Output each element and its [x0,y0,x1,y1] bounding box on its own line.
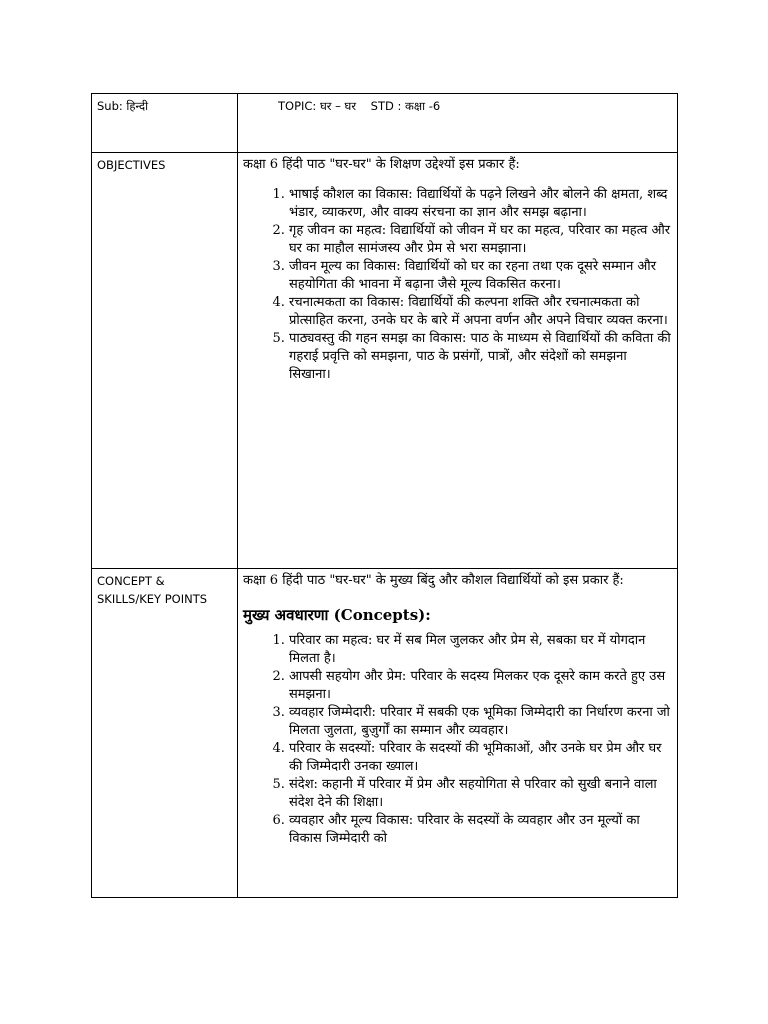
list-item: 4. परिवार के सदस्यों: परिवार के सदस्यों की भूमिकाओं, और उनके घर प्रेम और घर की जिम्मेदारी उनका ख्याल। [289,740,672,776]
objectives-label: OBJECTIVES [92,153,238,569]
concepts-intro: कक्षा 6 हिंदी पाठ "घर-घर" के मुख्य बिंदु और कौशल विद्यार्थियों को इस प्रकार हैं: [243,573,624,588]
concepts-heading: मुख्य अवधारणा (Concepts): [243,606,431,624]
objectives-intro: कक्षा 6 हिंदी पाठ "घर-घर" के शिक्षण उद्देश्यों इस प्रकार हैं: [243,157,520,172]
list-item: 1. परिवार का महत्व: घर में सब मिल जुलकर और प्रेम से, सबका घर में योगदान मिलता है। [289,632,672,668]
lesson-plan-table [91,93,678,898]
objectives-list [243,186,672,384]
list-item: 5. संदेश: कहानी में परिवार में प्रेम और सहयोगिता से परिवार को सुखी बनाने वाला संदेश देने की शिक्षा। [289,776,672,812]
topic-std-text: TOPIC: घर – घर STD : कक्षा -6 [278,99,441,113]
list-item: 6. व्यवहार और मूल्य विकास: परिवार के सदस्यों के व्यवहार और उन मूल्यों का विकास जिम्मेदारी को [289,812,672,848]
list-item: 4. रचनात्मकता का विकास: विद्यार्थियों की कल्पना शक्ति और रचनात्मकता को प्रोत्साहित करना, उनके घर के बारे में अपना वर्णन और अपने विचार व्यक्त करना। [289,294,672,330]
concepts-label: CONCEPT & SKILLS/KEY POINTS [92,569,238,898]
subject-cell: Sub: हिन्दी [92,94,238,153]
list-item: 5. पाठ्यवस्तु की गहन समझ का विकास: पाठ के माध्यम से विद्यार्थियों की कविता की गहराई प्रवृत्ति को समझना, पाठ के प्रसंगों, पात्रों, और संदेशों को समझना सिखाना। [289,330,672,384]
list-item: 3. जीवन मूल्य का विकास: विद्यार्थियों को घर का रहना तथा एक दूसरे सम्मान और सहयोगिता की भावना में बढ़ाना जैसे मूल्य विकसित करना। [289,258,672,294]
list-item: 3. व्यवहार जिम्मेदारी: परिवार में सबकी एक भूमिका जिम्मेदारी का निर्धारण करना जो मिलता जुलता, बुज़ुर्गों का सम्मान और व्यवहार। [289,704,672,740]
concepts-row [92,569,678,898]
header-row [92,94,678,153]
objectives-content [238,153,678,569]
list-item: 1. भाषाई कौशल का विकास: विद्यार्थियों के पढ़ने लिखने और बोलने की क्षमता, शब्द भंडार, व्याकरण, और वाक्य संरचना का ज्ञान और समझ बढ़ाना। [289,186,672,222]
concepts-content [238,569,678,898]
objectives-row [92,153,678,569]
concepts-list [243,632,672,848]
list-item: 2. आपसी सहयोग और प्रेम: परिवार के सदस्य मिलकर एक दूसरे काम करते हुए उस समझना। [289,668,672,704]
topic-cell [238,94,678,153]
list-item: 2. गृह जीवन का महत्व: विद्यार्थियों को जीवन में घर का महत्व, परिवार का महत्व और घर का माहौल सामंजस्य और प्रेम से भरा समझाना। [289,222,672,258]
